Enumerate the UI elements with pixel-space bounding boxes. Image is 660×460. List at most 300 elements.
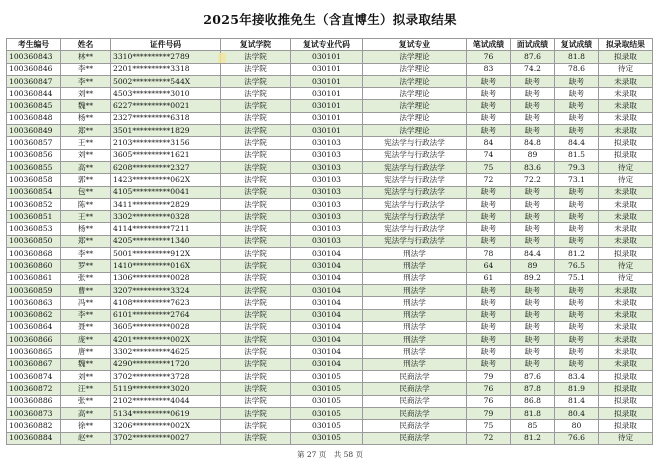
table-cell: 100360872 [7, 383, 61, 395]
table-cell: 030105 [291, 371, 363, 383]
table-cell: 法学院 [221, 309, 291, 321]
table-cell: 5134**********0619 [111, 407, 221, 419]
table-cell: 030105 [291, 395, 363, 407]
table-cell: 78 [467, 248, 511, 260]
table-cell: 84 [467, 137, 511, 149]
table-cell: 缺考 [467, 125, 511, 137]
table-cell: 100360846 [7, 63, 61, 75]
table-cell: 赵** [61, 432, 111, 444]
table-cell: 1423**********062X [111, 174, 221, 186]
table-cell: 李** [61, 75, 111, 87]
table-cell: 民商法学 [363, 420, 467, 432]
table-row [7, 137, 653, 149]
table-cell: 73.1 [555, 174, 599, 186]
table-cell: 5119**********3020 [111, 383, 221, 395]
table-cell: 100360865 [7, 346, 61, 358]
table-cell: 缺考 [511, 125, 555, 137]
table-cell: 未录取 [599, 309, 653, 321]
table-cell: 法学院 [221, 321, 291, 333]
table-cell: 法学院 [221, 235, 291, 247]
table-cell: 法学院 [221, 371, 291, 383]
table-cell: 100360857 [7, 137, 61, 149]
table-cell: 缺考 [511, 112, 555, 124]
table-cell: 100360858 [7, 174, 61, 186]
table-cell: 缺考 [467, 235, 511, 247]
table-cell: 法学院 [221, 186, 291, 198]
table-cell: 030103 [291, 211, 363, 223]
table-body [7, 51, 653, 445]
table-cell: 待定 [599, 272, 653, 284]
table-cell: 83.4 [555, 371, 599, 383]
table-cell: 徐** [61, 420, 111, 432]
table-cell: 张** [61, 272, 111, 284]
table-cell: 缺考 [511, 284, 555, 296]
table-cell: 宪法学与行政法学 [363, 235, 467, 247]
table-cell: 法学院 [221, 174, 291, 186]
table-cell: 民商法学 [363, 383, 467, 395]
table-cell: 缺考 [467, 297, 511, 309]
column-header: 面试成绩 [511, 39, 555, 51]
table-cell: 冯** [61, 297, 111, 309]
table-cell: 100360886 [7, 395, 61, 407]
table-row [7, 272, 653, 284]
table-cell: 6101**********2764 [111, 309, 221, 321]
table-cell: 4503**********3010 [111, 88, 221, 100]
table-cell: 100360856 [7, 149, 61, 161]
table-cell: 030103 [291, 235, 363, 247]
table-cell: 缺考 [511, 309, 555, 321]
table-row [7, 149, 653, 161]
table-cell: 100360866 [7, 334, 61, 346]
table-row [7, 395, 653, 407]
table-cell: 76.5 [555, 260, 599, 272]
table-cell: 缺考 [511, 346, 555, 358]
table-cell: 待定 [599, 161, 653, 173]
column-header: 复试学院 [221, 39, 291, 51]
table-cell: 030103 [291, 186, 363, 198]
table-cell: 030105 [291, 383, 363, 395]
table-cell: 76 [467, 395, 511, 407]
table-cell: 79.3 [555, 161, 599, 173]
table-row [7, 334, 653, 346]
table-cell: 81.9 [555, 383, 599, 395]
table-cell: 缺考 [511, 100, 555, 112]
text-cursor-highlight [218, 53, 226, 63]
table-row [7, 112, 653, 124]
table-cell: 法学院 [221, 161, 291, 173]
table-row [7, 51, 653, 63]
table-cell: 民商法学 [363, 432, 467, 444]
table-cell: 81.8 [511, 407, 555, 419]
table-cell: 030101 [291, 88, 363, 100]
table-cell: 魏** [61, 358, 111, 370]
table-cell: 未录取 [599, 88, 653, 100]
table-cell: 030101 [291, 75, 363, 87]
table-cell: 法学院 [221, 75, 291, 87]
table-cell: 曹** [61, 284, 111, 296]
table-cell: 100360859 [7, 284, 61, 296]
table-cell: 法学理论 [363, 75, 467, 87]
column-header: 证件号码 [111, 39, 221, 51]
table-cell: 61 [467, 272, 511, 284]
table-cell: 3310**********2789 [111, 51, 221, 63]
table-cell: 高** [61, 161, 111, 173]
table-cell: 81.5 [555, 149, 599, 161]
table-cell: 待定 [599, 174, 653, 186]
table-cell: 缺考 [467, 223, 511, 235]
table-cell: 缺考 [511, 334, 555, 346]
table-cell: 郑** [61, 125, 111, 137]
table-cell: 030104 [291, 260, 363, 272]
table-cell: 法学院 [221, 358, 291, 370]
table-cell: 缺考 [467, 334, 511, 346]
table-cell: 高** [61, 407, 111, 419]
table-cell: 法学院 [221, 88, 291, 100]
table-cell: 缺考 [555, 112, 599, 124]
table-cell: 84.4 [511, 248, 555, 260]
table-cell: 4205**********1340 [111, 235, 221, 247]
table-row [7, 125, 653, 137]
table-cell: 宪法学与行政法学 [363, 174, 467, 186]
table-row [7, 420, 653, 432]
column-header: 笔试成绩 [467, 39, 511, 51]
table-cell: 拟录取 [599, 407, 653, 419]
table-cell: 缺考 [511, 321, 555, 333]
table-cell: 缺考 [511, 211, 555, 223]
table-cell: 1410**********016X [111, 260, 221, 272]
table-cell: 缺考 [555, 75, 599, 87]
admission-results-table [6, 38, 653, 445]
table-cell: 缺考 [555, 186, 599, 198]
table-cell: 100360843 [7, 51, 61, 63]
table-cell: 030101 [291, 51, 363, 63]
page-footer: 第 27 页 共 58 页 [296, 450, 364, 459]
table-cell: 79 [467, 371, 511, 383]
table-cell: 3302**********0328 [111, 211, 221, 223]
table-cell: 75 [467, 161, 511, 173]
table-row [7, 407, 653, 419]
table-cell: 未录取 [599, 321, 653, 333]
table-cell: 030104 [291, 297, 363, 309]
table-cell: 魏** [61, 100, 111, 112]
table-cell: 100360845 [7, 100, 61, 112]
table-cell: 87.6 [511, 371, 555, 383]
table-row [7, 371, 653, 383]
table-cell: 030104 [291, 346, 363, 358]
table-cell: 法学院 [221, 420, 291, 432]
table-cell: 030104 [291, 272, 363, 284]
table-cell: 民商法学 [363, 407, 467, 419]
table-cell: 4290**********1720 [111, 358, 221, 370]
table-cell: 6227**********0021 [111, 100, 221, 112]
table-cell: 王** [61, 137, 111, 149]
table-cell: 刑法学 [363, 358, 467, 370]
table-cell: 100360860 [7, 260, 61, 272]
table-cell: 法学院 [221, 63, 291, 75]
table-cell: 未录取 [599, 125, 653, 137]
table-cell: 100360861 [7, 272, 61, 284]
table-cell: 3302**********4625 [111, 346, 221, 358]
table-cell: 法学理论 [363, 112, 467, 124]
table-cell: 张** [61, 395, 111, 407]
table-row [7, 383, 653, 395]
table-cell: 81.2 [511, 432, 555, 444]
table-cell: 未录取 [599, 186, 653, 198]
table-cell: 缺考 [467, 198, 511, 210]
table-cell: 84.4 [555, 137, 599, 149]
table-cell: 刑法学 [363, 346, 467, 358]
table-cell: 89.2 [511, 272, 555, 284]
table-cell: 89 [511, 260, 555, 272]
table-cell: 030101 [291, 100, 363, 112]
table-cell: 未录取 [599, 75, 653, 87]
table-cell: 李** [61, 63, 111, 75]
table-cell: 拟录取 [599, 51, 653, 63]
table-cell: 83 [467, 63, 511, 75]
table-row [7, 260, 653, 272]
table-cell: 缺考 [467, 88, 511, 100]
table-cell: 030103 [291, 149, 363, 161]
table-cell: 81.4 [555, 395, 599, 407]
table-cell: 法学院 [221, 284, 291, 296]
table-cell: 100360868 [7, 248, 61, 260]
table-cell: 缺考 [467, 211, 511, 223]
table-cell: 法学理论 [363, 125, 467, 137]
table-cell: 030101 [291, 112, 363, 124]
table-cell: 缺考 [555, 284, 599, 296]
table-cell: 缺考 [511, 358, 555, 370]
table-cell: 法学院 [221, 211, 291, 223]
table-row [7, 235, 653, 247]
table-cell: 法学理论 [363, 100, 467, 112]
table-cell: 未录取 [599, 112, 653, 124]
table-cell: 未录取 [599, 297, 653, 309]
column-header: 复试成绩 [555, 39, 599, 51]
table-cell: 罗** [61, 260, 111, 272]
table-cell: 刑法学 [363, 321, 467, 333]
table-cell: 法学理论 [363, 63, 467, 75]
table-cell: 79 [467, 407, 511, 419]
table-cell: 81.2 [555, 248, 599, 260]
table-cell: 100360882 [7, 420, 61, 432]
table-cell: 74.2 [511, 63, 555, 75]
table-cell: 未录取 [599, 334, 653, 346]
table-cell: 030103 [291, 223, 363, 235]
table-cell: 030104 [291, 334, 363, 346]
table-cell: 030105 [291, 407, 363, 419]
table-cell: 030104 [291, 309, 363, 321]
table-cell: 法学院 [221, 260, 291, 272]
column-header: 拟录取结果 [599, 39, 653, 51]
table-cell: 法学院 [221, 137, 291, 149]
table-cell: 3605**********0028 [111, 321, 221, 333]
table-cell: 缺考 [467, 100, 511, 112]
table-cell: 缺考 [467, 346, 511, 358]
table-cell: 刘** [61, 371, 111, 383]
table-cell: 拟录取 [599, 248, 653, 260]
table-cell: 80.4 [555, 407, 599, 419]
table-cell: 87.8 [511, 383, 555, 395]
table-cell: 法学院 [221, 198, 291, 210]
table-cell: 刑法学 [363, 284, 467, 296]
table-cell: 宪法学与行政法学 [363, 211, 467, 223]
table-cell: 缺考 [467, 358, 511, 370]
table-cell: 72 [467, 174, 511, 186]
column-header: 复试专业代码 [291, 39, 363, 51]
table-cell: 未录取 [599, 284, 653, 296]
table-cell: 法学院 [221, 297, 291, 309]
table-cell: 89 [511, 149, 555, 161]
table-cell: 刑法学 [363, 272, 467, 284]
table-row [7, 198, 653, 210]
table-cell: 2103**********3156 [111, 137, 221, 149]
table-cell: 缺考 [467, 75, 511, 87]
table-cell: 3702**********3728 [111, 371, 221, 383]
table-cell: 030101 [291, 125, 363, 137]
table-cell: 缺考 [511, 235, 555, 247]
table-cell: 缺考 [467, 186, 511, 198]
table-cell: 李** [61, 309, 111, 321]
table-cell: 刑法学 [363, 297, 467, 309]
table-cell: 6208**********2327 [111, 161, 221, 173]
table-cell: 缺考 [555, 211, 599, 223]
table-cell: 拟录取 [599, 149, 653, 161]
column-header: 考生编号 [7, 39, 61, 51]
table-cell: 3501**********1829 [111, 125, 221, 137]
table-cell: 拟录取 [599, 395, 653, 407]
table-row [7, 174, 653, 186]
table-row [7, 211, 653, 223]
table-cell: 缺考 [555, 198, 599, 210]
table-cell: 2327**********6318 [111, 112, 221, 124]
table-cell: 83.6 [511, 161, 555, 173]
table-cell: 100360852 [7, 198, 61, 210]
table-cell: 郭** [61, 174, 111, 186]
table-cell: 100360848 [7, 112, 61, 124]
table-cell: 缺考 [555, 223, 599, 235]
table-cell: 86.8 [511, 395, 555, 407]
page-title: 2025年接收推免生（含直博生）拟录取结果 [203, 12, 457, 27]
table-cell: 缺考 [555, 100, 599, 112]
table-cell: 030103 [291, 137, 363, 149]
table-cell: 缺考 [555, 235, 599, 247]
table-cell: 100360849 [7, 125, 61, 137]
table-row [7, 321, 653, 333]
table-row [7, 309, 653, 321]
table-cell: 法学院 [221, 383, 291, 395]
table-cell: 2102**********4044 [111, 395, 221, 407]
table-cell: 刑法学 [363, 334, 467, 346]
table-cell: 100360855 [7, 161, 61, 173]
table-cell: 78.6 [555, 63, 599, 75]
table-cell: 法学院 [221, 51, 291, 63]
table-row [7, 284, 653, 296]
table-cell: 法学理论 [363, 88, 467, 100]
table-cell: 030104 [291, 358, 363, 370]
table-cell: 3207**********3324 [111, 284, 221, 296]
table-cell: 缺考 [555, 334, 599, 346]
table-cell: 郑** [61, 235, 111, 247]
table-cell: 未录取 [599, 223, 653, 235]
table-cell: 100360847 [7, 75, 61, 87]
table-cell: 80 [555, 420, 599, 432]
table-cell: 法学理论 [363, 51, 467, 63]
table-row [7, 248, 653, 260]
table-cell: 缺考 [555, 297, 599, 309]
table-cell: 拟录取 [599, 383, 653, 395]
table-cell: 法学院 [221, 149, 291, 161]
table-cell: 刑法学 [363, 248, 467, 260]
table-row [7, 358, 653, 370]
table-cell: 100360853 [7, 223, 61, 235]
table-cell: 刘** [61, 149, 111, 161]
table-cell: 未录取 [599, 100, 653, 112]
table-cell: 100360884 [7, 432, 61, 444]
table-cell: 缺考 [467, 309, 511, 321]
table-cell: 100360863 [7, 297, 61, 309]
table-cell: 030103 [291, 161, 363, 173]
table-cell: 030104 [291, 284, 363, 296]
table-row [7, 297, 653, 309]
table-cell: 林** [61, 51, 111, 63]
table-cell: 84.8 [511, 137, 555, 149]
table-cell: 待定 [599, 63, 653, 75]
table-cell: 法学院 [221, 346, 291, 358]
table-cell: 杨** [61, 112, 111, 124]
table-cell: 待定 [599, 432, 653, 444]
table-cell: 缺考 [467, 112, 511, 124]
table-cell: 缺考 [511, 186, 555, 198]
table-cell: 75 [467, 420, 511, 432]
table-row [7, 100, 653, 112]
table-cell: 100360864 [7, 321, 61, 333]
table-cell: 3605**********1621 [111, 149, 221, 161]
table-cell: 030104 [291, 248, 363, 260]
table-cell: 未录取 [599, 235, 653, 247]
table-cell: 民商法学 [363, 395, 467, 407]
table-cell: 缺考 [467, 284, 511, 296]
table-cell: 030105 [291, 432, 363, 444]
table-cell: 缺考 [511, 198, 555, 210]
table-cell: 3411**********2829 [111, 198, 221, 210]
table-row [7, 161, 653, 173]
table-cell: 100360844 [7, 88, 61, 100]
table-cell: 030105 [291, 420, 363, 432]
table-row [7, 432, 653, 444]
table-cell: 唐** [61, 346, 111, 358]
table-cell: 李** [61, 248, 111, 260]
table-row [7, 223, 653, 235]
table-cell: 宪法学与行政法学 [363, 198, 467, 210]
table-cell: 030101 [291, 63, 363, 75]
table-header-row [7, 39, 653, 51]
table-cell: 030104 [291, 321, 363, 333]
table-cell: 100360867 [7, 358, 61, 370]
table-cell: 包** [61, 186, 111, 198]
table-cell: 刑法学 [363, 260, 467, 272]
table-cell: 法学院 [221, 248, 291, 260]
table-row [7, 63, 653, 75]
table-cell: 缺考 [555, 125, 599, 137]
table-cell: 3702**********0027 [111, 432, 221, 444]
table-cell: 未录取 [599, 358, 653, 370]
table-cell: 拟录取 [599, 371, 653, 383]
column-header: 复试专业 [363, 39, 467, 51]
table-cell: 76.6 [555, 432, 599, 444]
table-cell: 法学院 [221, 432, 291, 444]
table-cell: 缺考 [467, 321, 511, 333]
table-cell: 2201**********3318 [111, 63, 221, 75]
